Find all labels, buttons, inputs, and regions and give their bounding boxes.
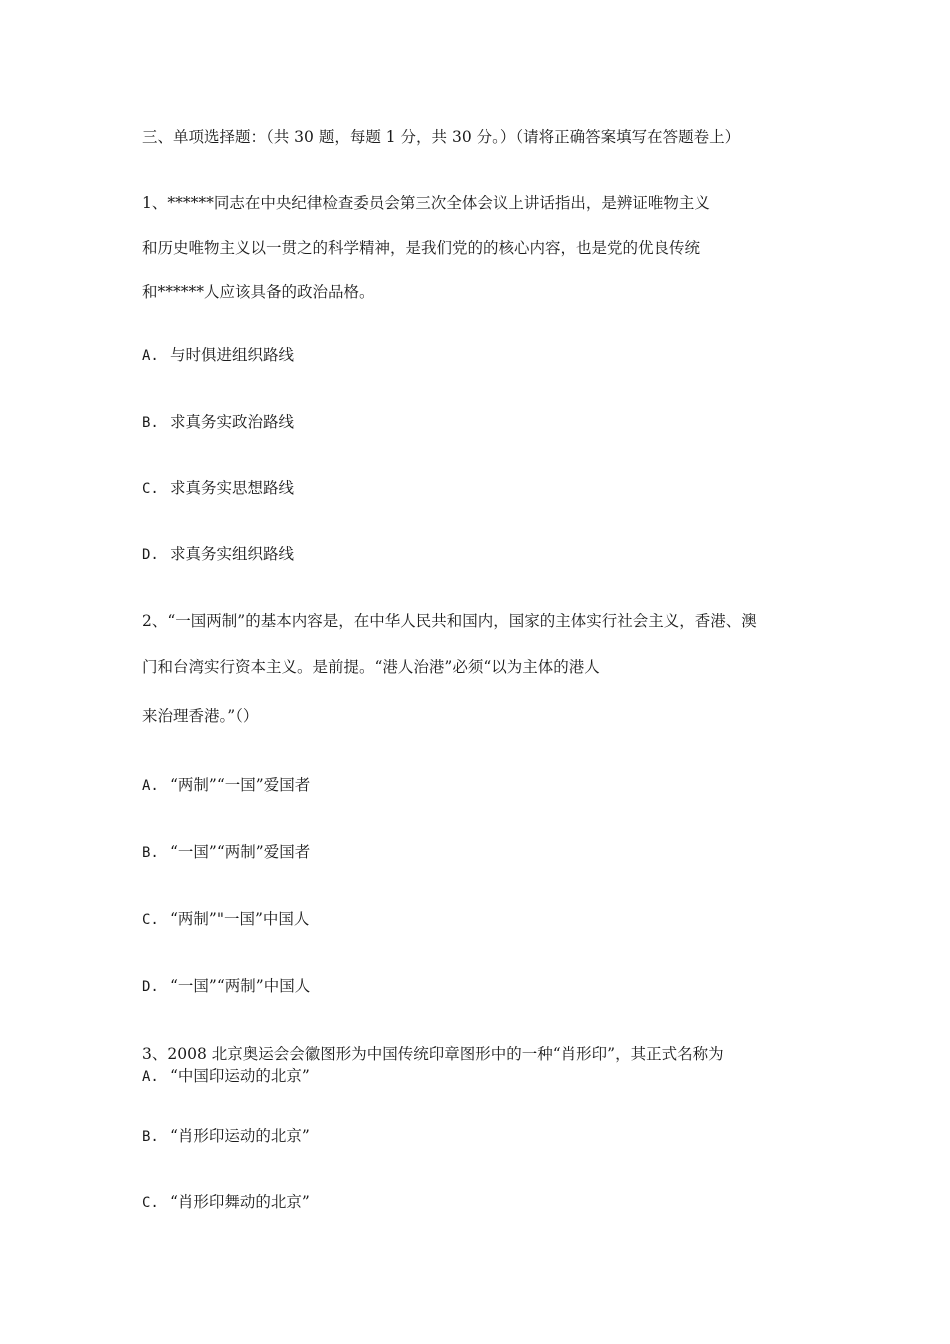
option-text: “两制”“一国”爱国者 bbox=[170, 776, 311, 794]
option-letter: B. bbox=[142, 415, 159, 431]
option-text: 求真务实思想路线 bbox=[170, 479, 295, 497]
option-letter: C. bbox=[142, 1195, 159, 1211]
option-letter: C. bbox=[142, 912, 159, 928]
option-text: 与时俱进组织路线 bbox=[170, 346, 295, 364]
question-1-option-b bbox=[142, 412, 294, 433]
question-3-line-1: 3、2008 北京奥运会会徽图形为中国传统印章图形中的一种“肖形印”，其正式名称为 bbox=[142, 1045, 724, 1063]
question-1-line-2: 和历史唯物主义以一贯之的科学精神，是我们党的的核心内容，也是党的优良传统 bbox=[142, 239, 701, 257]
question-2-option-d bbox=[142, 976, 310, 997]
option-text: “肖形印舞动的北京” bbox=[170, 1193, 310, 1211]
option-letter: A. bbox=[142, 348, 159, 364]
option-text: “一国”“两制”爱国者 bbox=[170, 843, 311, 861]
option-letter: A. bbox=[142, 1069, 159, 1085]
option-text: “中国印运动的北京” bbox=[170, 1067, 310, 1085]
option-letter: B. bbox=[142, 845, 159, 861]
option-text: “两制”"一国”中国人 bbox=[170, 910, 310, 928]
section-heading: 三、单项选择题：（共 30 题，每题 1 分，共 30 分。）（请将正确答案填写在答题卷上） bbox=[142, 128, 741, 146]
question-3-option-b bbox=[142, 1126, 310, 1147]
option-text: “一国”“两制”中国人 bbox=[170, 977, 311, 995]
question-1-line-3: 和******人应该具备的政治品格。 bbox=[142, 283, 375, 301]
question-2-option-a bbox=[142, 775, 310, 796]
option-letter: B. bbox=[142, 1129, 159, 1145]
question-2-line-3: 来治理香港。”（） bbox=[142, 707, 259, 725]
option-letter: D. bbox=[142, 547, 159, 563]
question-1-option-a bbox=[142, 345, 294, 366]
option-letter: D. bbox=[142, 979, 159, 995]
option-letter: A. bbox=[142, 778, 159, 794]
option-text: 求真务实政治路线 bbox=[170, 413, 295, 431]
question-2-option-b bbox=[142, 842, 310, 863]
question-1-option-c bbox=[142, 478, 294, 499]
option-text: 求真务实组织路线 bbox=[170, 545, 295, 563]
question-1-option-d bbox=[142, 544, 294, 565]
option-text: “肖形印运动的北京” bbox=[170, 1127, 310, 1145]
question-2-line-2: 门和台湾实行资本主义。是前提。“港人治港”必须“以为主体的港人 bbox=[142, 658, 600, 676]
question-3-option-c bbox=[142, 1192, 310, 1213]
question-3-option-a bbox=[142, 1066, 310, 1087]
question-2-line-1: 2、“一国两制”的基本内容是，在中华人民共和国内，国家的主体实行社会主义，香港、澳 bbox=[142, 612, 757, 630]
question-1-line-1: 1、******同志在中央纪律检查委员会第三次全体会议上讲话指出，是辨证唯物主义 bbox=[142, 194, 710, 212]
question-2-option-c bbox=[142, 909, 309, 930]
option-letter: C. bbox=[142, 481, 159, 497]
